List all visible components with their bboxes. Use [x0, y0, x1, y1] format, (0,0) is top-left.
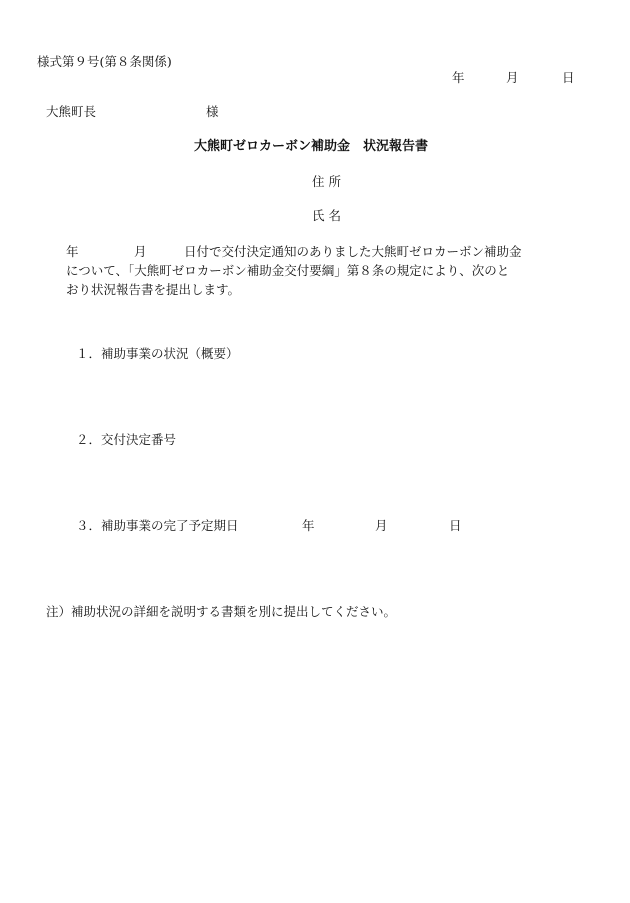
body-month-label: 月 — [134, 244, 147, 259]
form-number: 様式第９号(第８条関係) — [37, 54, 172, 69]
completion-day-label: 日 — [449, 518, 462, 533]
body-paragraph — [66, 242, 566, 299]
document-title: 大熊町ゼロカーボン補助金 状況報告書 — [194, 139, 429, 154]
body-line-2: について、「大熊町ゼロカーボン補助金交付要綱」第８条の規定により、次のと — [66, 263, 510, 278]
date-year-label: 年 — [452, 70, 465, 85]
addressee-honorific: 様 — [206, 104, 219, 119]
name-label: 氏 名 — [312, 208, 341, 223]
completion-year-label: 年 — [302, 518, 315, 533]
body-line-1 — [66, 242, 566, 261]
address-label: 住 所 — [312, 174, 341, 189]
completion-month-label: 月 — [375, 518, 388, 533]
item-decision-number: ２．交付決定番号 — [76, 432, 177, 447]
item-status-summary: １．補助事業の状況（概要） — [76, 346, 239, 361]
footnote: 注）補助状況の詳細を説明する書類を別に提出してください。 — [46, 604, 397, 619]
item-completion-date: ３．補助事業の完了予定期日 — [76, 518, 239, 533]
body-year-label: 年 — [66, 244, 79, 259]
date-month-label: 月 — [506, 70, 519, 85]
body-line-1-text: 日付で交付決定通知のありました大熊町ゼロカーボン補助金 — [184, 244, 522, 259]
date-day-label: 日 — [562, 70, 575, 85]
addressee-name: 大熊町長 — [46, 104, 97, 119]
body-line-3: おり状況報告書を提出します。 — [66, 282, 241, 297]
